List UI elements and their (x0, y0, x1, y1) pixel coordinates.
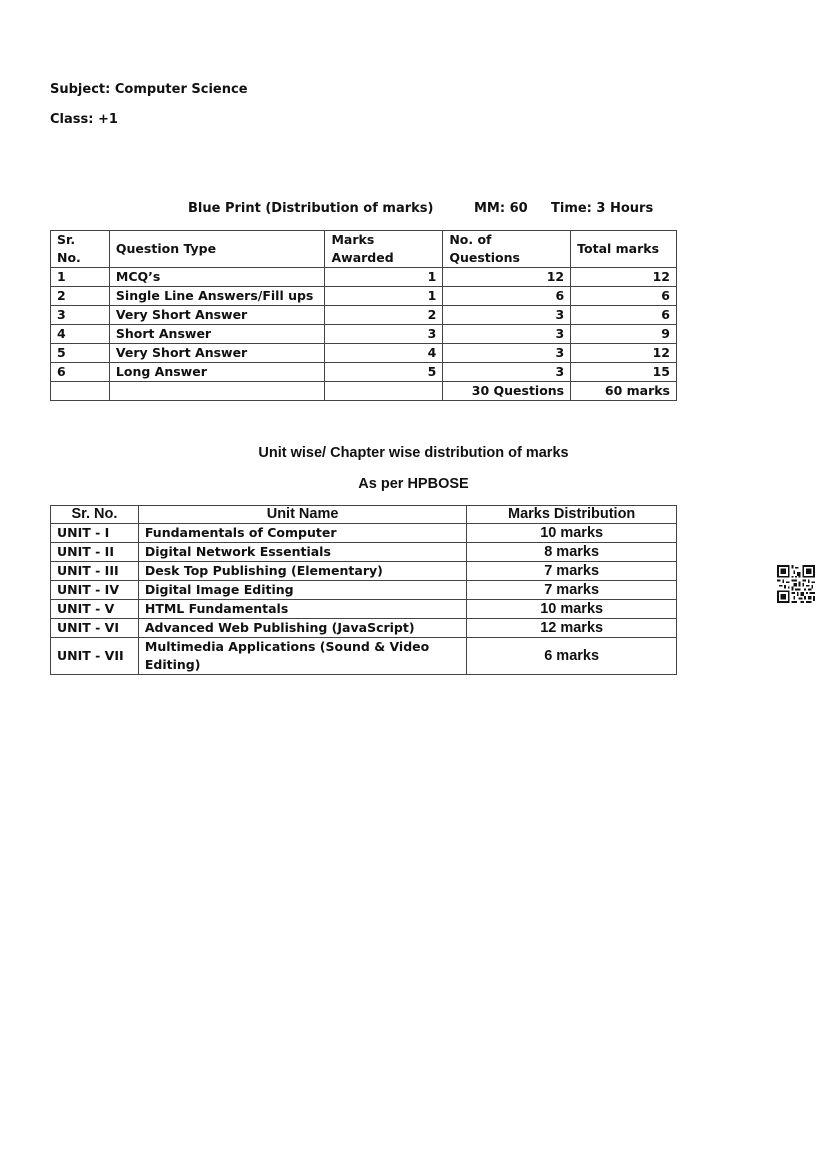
marks-cell: 2 (325, 306, 443, 325)
total-cell: 12 (571, 344, 677, 363)
questions-cell: 3 (443, 363, 571, 382)
sr-cell: 2 (51, 287, 110, 306)
unit-cell: UNIT - VII (51, 638, 139, 675)
units-subtitle: As per HPBOSE (358, 476, 469, 492)
sr-cell: 3 (51, 306, 110, 325)
type-cell: Single Line Answers/Fill ups (109, 287, 325, 306)
blueprint-title: Blue Print (Distribution of marks) (188, 201, 434, 216)
units-table (50, 505, 677, 675)
type-cell: Very Short Answer (109, 306, 325, 325)
class-line: Class: +1 (50, 112, 118, 127)
subject-line: Subject: Computer Science (50, 82, 248, 97)
exam-time: Time: 3 Hours (551, 201, 654, 216)
total-marks: 60 marks (571, 382, 677, 401)
table-row (51, 600, 677, 619)
totals-row (51, 382, 677, 401)
unit-name-cell: Digital Network Essentials (138, 543, 466, 562)
questions-cell: 3 (443, 306, 571, 325)
total-cell: 12 (571, 268, 677, 287)
empty-cell (109, 382, 325, 401)
table-row (51, 268, 677, 287)
units-header-row (51, 506, 677, 524)
marks-cell: 4 (325, 344, 443, 363)
type-cell: Very Short Answer (109, 344, 325, 363)
unit-cell: UNIT - II (51, 543, 139, 562)
col-total-marks: Total marks (571, 231, 677, 268)
marks-cell: 5 (325, 363, 443, 382)
sr-cell: 1 (51, 268, 110, 287)
table-row (51, 306, 677, 325)
table-row (51, 619, 677, 638)
sr-cell: 4 (51, 325, 110, 344)
table-row (51, 325, 677, 344)
total-questions: 30 Questions (443, 382, 571, 401)
marks-cell: 3 (325, 325, 443, 344)
unit-marks-cell: 7 marks (467, 562, 677, 581)
questions-cell: 3 (443, 344, 571, 363)
type-cell: MCQ’s (109, 268, 325, 287)
unit-marks-cell: 7 marks (467, 581, 677, 600)
table-row (51, 543, 677, 562)
units-title: Unit wise/ Chapter wise distribution of marks (258, 445, 569, 461)
table-row (51, 638, 677, 675)
total-cell: 15 (571, 363, 677, 382)
unit-name-cell: Fundamentals of Computer (138, 524, 466, 543)
blueprint-table (50, 230, 677, 401)
unit-marks-cell: 8 marks (467, 543, 677, 562)
unit-cell: UNIT - VI (51, 619, 139, 638)
table-row (51, 562, 677, 581)
questions-cell: 12 (443, 268, 571, 287)
table-row (51, 287, 677, 306)
sr-cell: 6 (51, 363, 110, 382)
unit-cell: UNIT - I (51, 524, 139, 543)
unit-name-cell: Desk Top Publishing (Elementary) (138, 562, 466, 581)
marks-cell: 1 (325, 268, 443, 287)
empty-cell (51, 382, 110, 401)
table-row (51, 363, 677, 382)
unit-name-cell: Digital Image Editing (138, 581, 466, 600)
col-no-of-questions: No. of Questions (443, 231, 571, 268)
col-marks-awarded: Marks Awarded (325, 231, 443, 268)
unit-marks-cell: 10 marks (467, 600, 677, 619)
table-row (51, 524, 677, 543)
unit-marks-cell: 12 marks (467, 619, 677, 638)
unit-marks-cell: 10 marks (467, 524, 677, 543)
qr-code-icon (777, 565, 815, 603)
table-row (51, 344, 677, 363)
questions-cell: 3 (443, 325, 571, 344)
unit-cell: UNIT - IV (51, 581, 139, 600)
col-unit-name: Unit Name (138, 506, 466, 524)
sr-cell: 5 (51, 344, 110, 363)
max-marks: MM: 60 (474, 201, 528, 216)
col-question-type: Question Type (109, 231, 325, 268)
questions-cell: 6 (443, 287, 571, 306)
empty-cell (325, 382, 443, 401)
total-cell: 9 (571, 325, 677, 344)
total-cell: 6 (571, 306, 677, 325)
type-cell: Short Answer (109, 325, 325, 344)
total-cell: 6 (571, 287, 677, 306)
unit-name-cell: Multimedia Applications (Sound & Video Editing) (138, 638, 466, 675)
marks-cell: 1 (325, 287, 443, 306)
table-row (51, 581, 677, 600)
type-cell: Long Answer (109, 363, 325, 382)
blueprint-header-row (51, 231, 677, 268)
unit-name-cell: HTML Fundamentals (138, 600, 466, 619)
unit-cell: UNIT - III (51, 562, 139, 581)
unit-marks-cell: 6 marks (467, 638, 677, 675)
unit-cell: UNIT - V (51, 600, 139, 619)
col-marks-distribution: Marks Distribution (467, 506, 677, 524)
col-sr-no: Sr. No. (51, 231, 110, 268)
col-sr-no: Sr. No. (51, 506, 139, 524)
unit-name-cell: Advanced Web Publishing (JavaScript) (138, 619, 466, 638)
